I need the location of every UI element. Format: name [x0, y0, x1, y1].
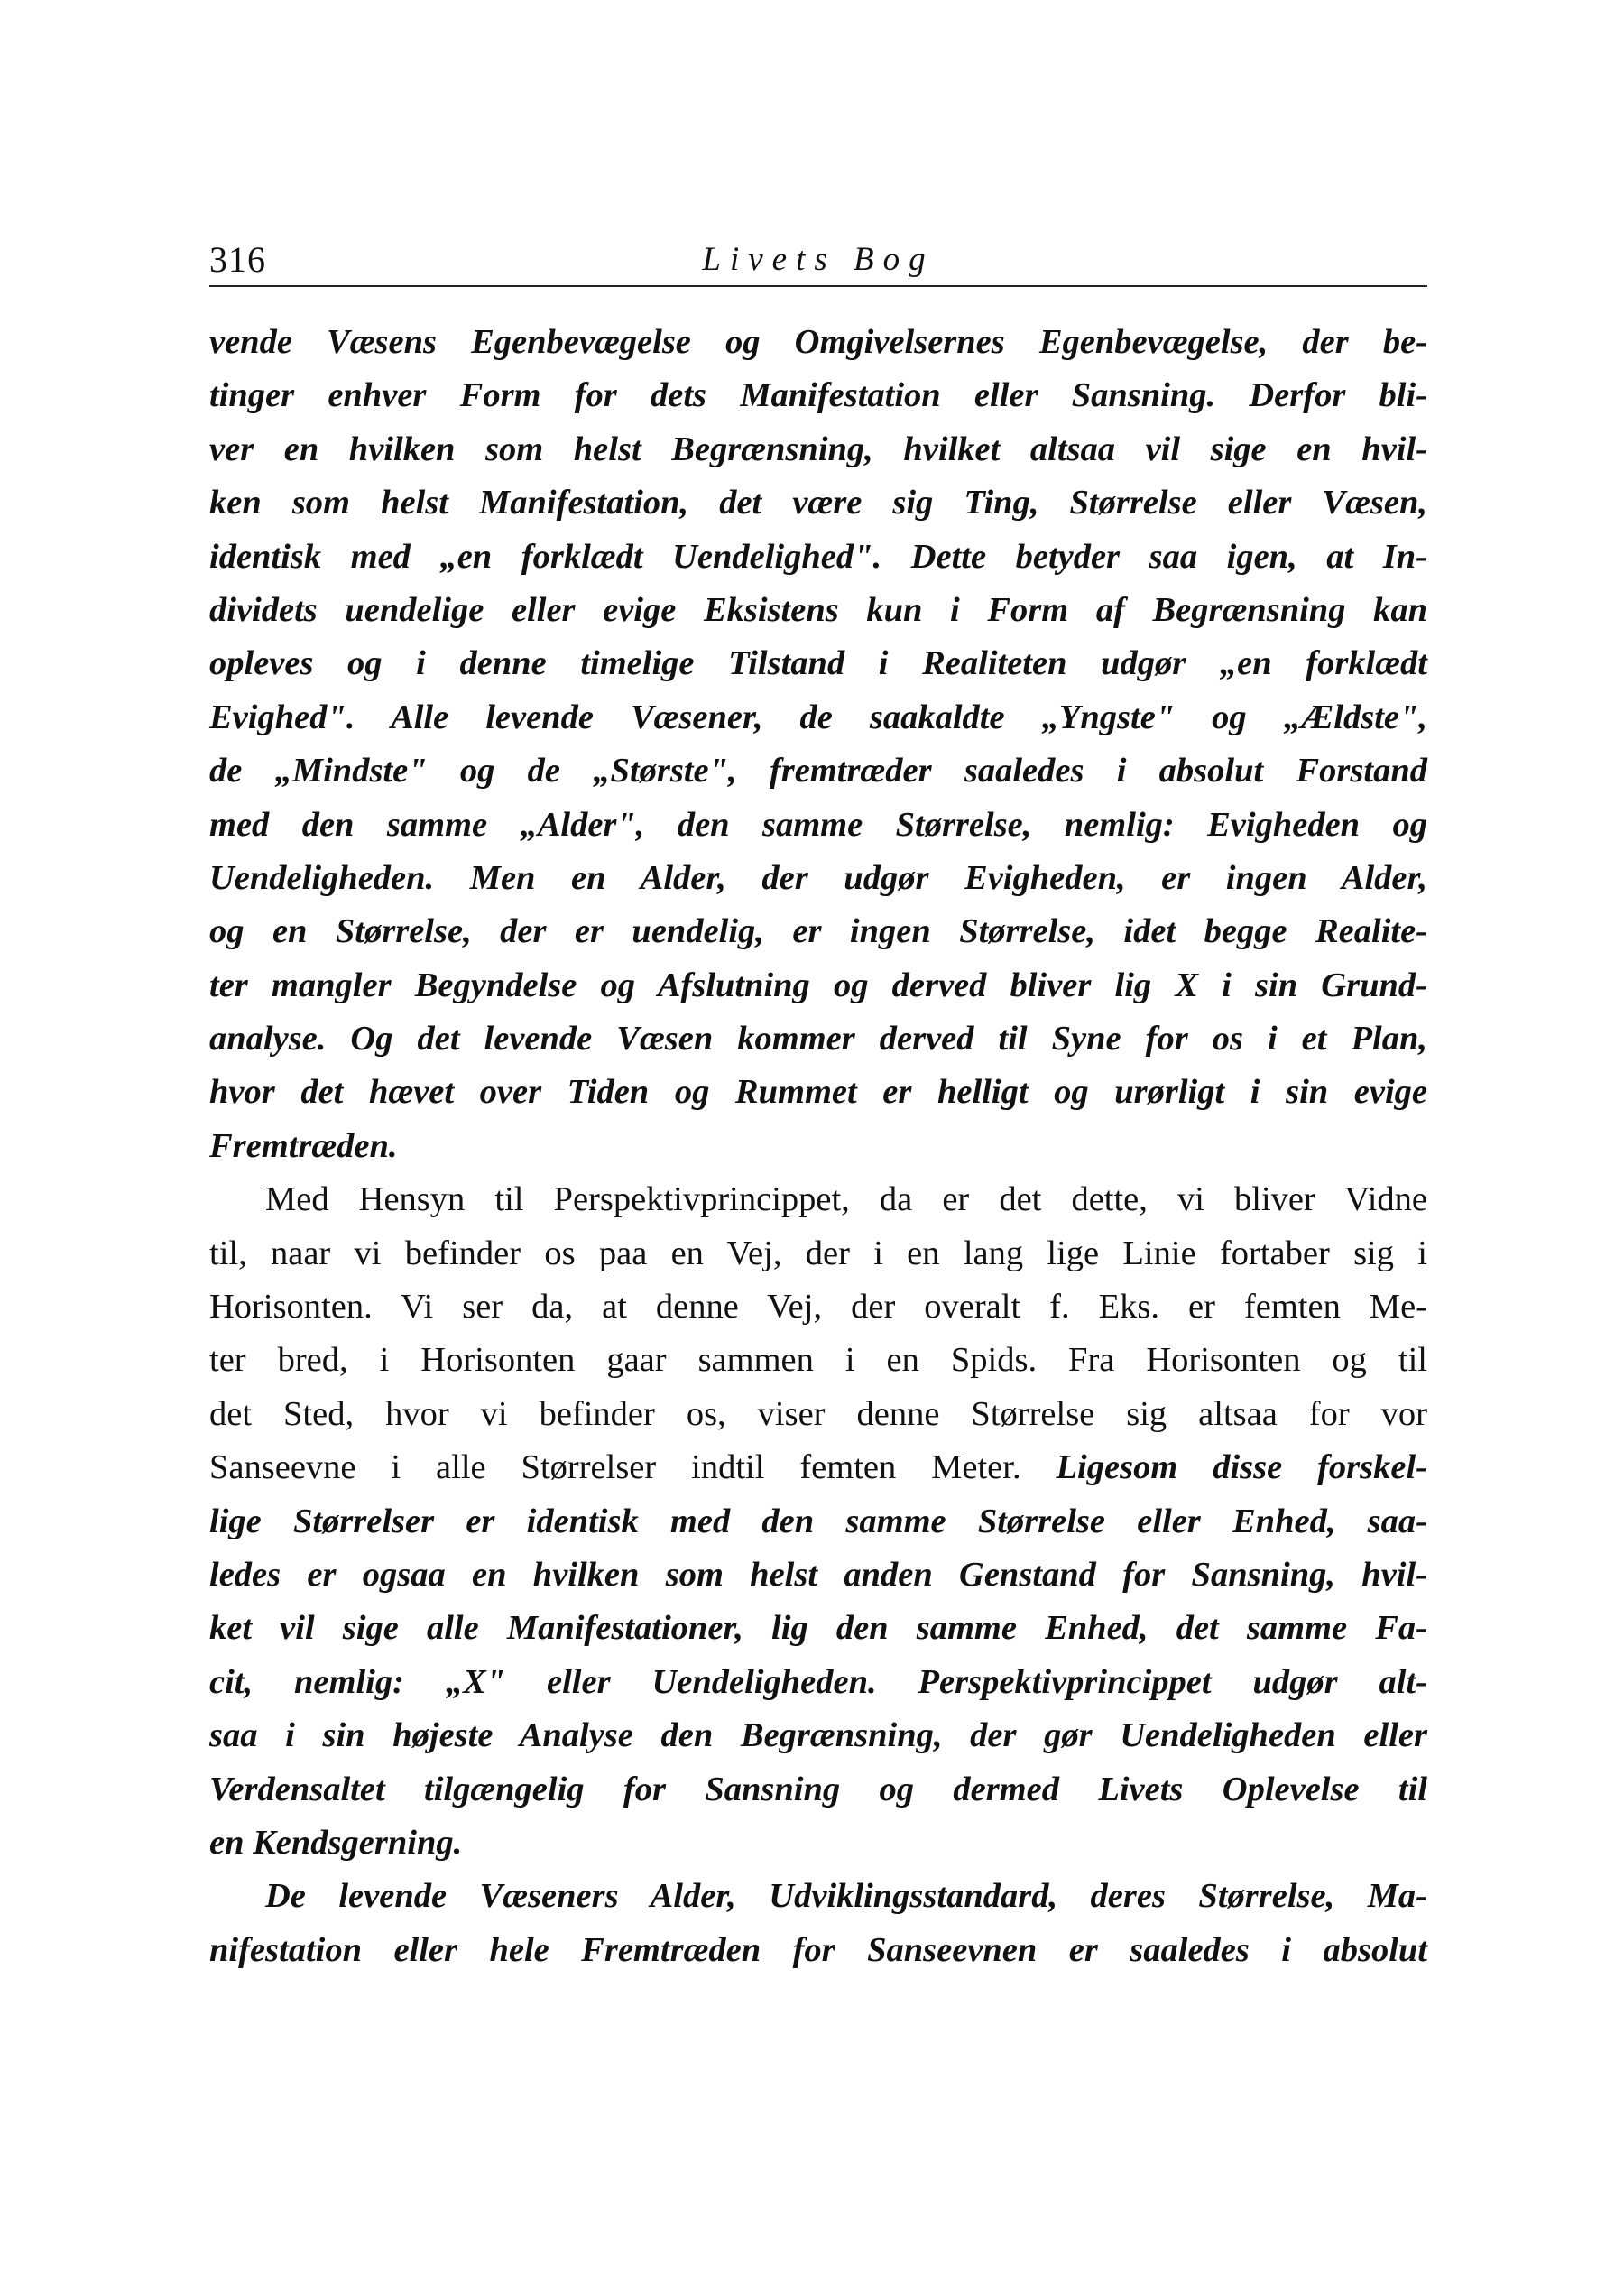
text-segment: analyse. Og det levende Væsen kommer derved til Syne for os i et Plan, [209, 1020, 1427, 1059]
text-segment: identisk med „en forklædt Uendelighed". Dette betyder saa igen, at In- [209, 537, 1427, 576]
text-line [209, 476, 1427, 530]
text-segment: De levende Væseners Alder, Udviklingsstandard, deres Størrelse, Ma- [265, 1877, 1427, 1916]
text-segment: ket vil sige alle Manifestationer, lig den samme Enhed, det samme Fa- [209, 1609, 1427, 1648]
text-segment: ledes er ogsaa en hvilken som helst anden Genstand for Sansning, hvil- [209, 1555, 1427, 1594]
text-line [209, 1763, 1427, 1817]
text-segment: til, naar vi befinder os paa en Vej, der i en lang lige Linie fortaber sig i [209, 1234, 1427, 1272]
text-line [209, 316, 1427, 369]
text-segment: Sanseevne i alle Størrelser indtil femten Meter. [209, 1448, 1057, 1487]
text-segment: nifestation eller hele Fremtræden for Sanseevnen er saaledes i absolut [209, 1930, 1427, 1969]
text-segment: lige Størrelser er identisk med den samme Størrelse eller Enhed, saa- [209, 1502, 1427, 1540]
text-segment: saa i sin højeste Analyse den Begrænsning, der gør Uendeligheden eller [209, 1716, 1427, 1755]
text-segment: Ligesom disse forskel- [1056, 1448, 1428, 1487]
text-line [209, 1495, 1427, 1549]
text-line [209, 1227, 1427, 1281]
page-header [209, 233, 1427, 287]
page-number: 316 [209, 239, 266, 280]
text-line [209, 637, 1427, 690]
text-segment: med den samme „Alder", den samme Størrelse, nemlig: Evigheden og [209, 805, 1427, 844]
text-segment: Uendeligheden. Men en Alder, der udgør Evigheden, er ingen Alder, [209, 858, 1427, 897]
text-segment: ver en hvilken som helst Begrænsning, hvilket altsaa vil sige en hvil- [209, 430, 1427, 468]
text-line [209, 1870, 1427, 1923]
text-line [209, 744, 1427, 798]
text-line [209, 584, 1427, 637]
text-segment: Evighed". Alle levende Væsener, de saakaldte „Yngste" og „Ældste", [209, 698, 1427, 736]
text-segment: ken som helst Manifestation, det være sig Ting, Størrelse eller Væsen, [209, 484, 1427, 522]
text-line [209, 959, 1427, 1012]
text-segment: cit, nemlig: „X" eller Uendeligheden. Perspektivprincippet udgør alt- [209, 1662, 1427, 1701]
text-segment: tinger enhver Form for dets Manifestation eller Sansning. Derfor bli- [209, 376, 1427, 415]
text-line [209, 1549, 1427, 1602]
text-line [209, 852, 1427, 905]
text-line [209, 1817, 1427, 1870]
text-segment: Verdensaltet tilgængelig for Sansning og dermed Livets Oplevelse til [209, 1770, 1427, 1808]
running-title: Livets Bog [702, 241, 935, 278]
text-segment: de „Mindste" og de „Største", fremtræder saaledes i absolut Forstand [209, 752, 1427, 791]
text-segment: ter bred, i Horisonten gaar sammen i en Spids. Fra Horisonten og til [209, 1341, 1427, 1380]
text-segment: dividets uendelige eller evige Eksistens kun i Form af Begrænsning kan [209, 590, 1427, 629]
text-line [209, 1281, 1427, 1334]
text-line [209, 799, 1427, 852]
text-segment: det Sted, hvor vi befinder os, viser denne Størrelse sig altsaa for vor [209, 1394, 1427, 1433]
text-line [209, 691, 1427, 744]
text-segment: ter mangler Begyndelse og Afslutning og derved bliver lig X i sin Grund- [209, 966, 1427, 1004]
text-line [209, 1334, 1427, 1387]
text-segment: en Kendsgerning. [209, 1823, 463, 1862]
text-segment: Fremtræden. [209, 1126, 398, 1165]
text-line [209, 905, 1427, 958]
text-line [209, 423, 1427, 476]
text-line [209, 1441, 1427, 1494]
text-line [209, 1924, 1427, 1977]
text-segment: Horisonten. Vi ser da, at denne Vej, der overalt f. Eks. er femten Me- [209, 1288, 1427, 1327]
text-line [209, 1709, 1427, 1762]
text-segment: hvor det hævet over Tiden og Rummet er helligt og urørligt i sin evige [209, 1073, 1427, 1112]
text-line [209, 1120, 1427, 1173]
text-line [209, 1388, 1427, 1441]
header-rule [209, 285, 1427, 287]
text-segment: og en Størrelse, der er uendelig, er ingen Størrelse, idet begge Realite- [209, 912, 1427, 951]
text-line [209, 1066, 1427, 1119]
text-segment: opleves og i denne timelige Tilstand i Realiteten udgør „en forklædt [209, 644, 1427, 683]
text-line [209, 1012, 1427, 1066]
text-segment: Med Hensyn til Perspektivprincippet, da er det dette, vi bliver Vidne [265, 1180, 1427, 1219]
text-segment: vende Væsens Egenbevægelse og Omgivelsernes Egenbevægelse, der be- [209, 323, 1427, 361]
body-text [209, 316, 1427, 1977]
text-line [209, 1173, 1427, 1226]
text-line [209, 369, 1427, 422]
text-line [209, 1602, 1427, 1655]
text-line [209, 1656, 1427, 1709]
text-line [209, 531, 1427, 584]
